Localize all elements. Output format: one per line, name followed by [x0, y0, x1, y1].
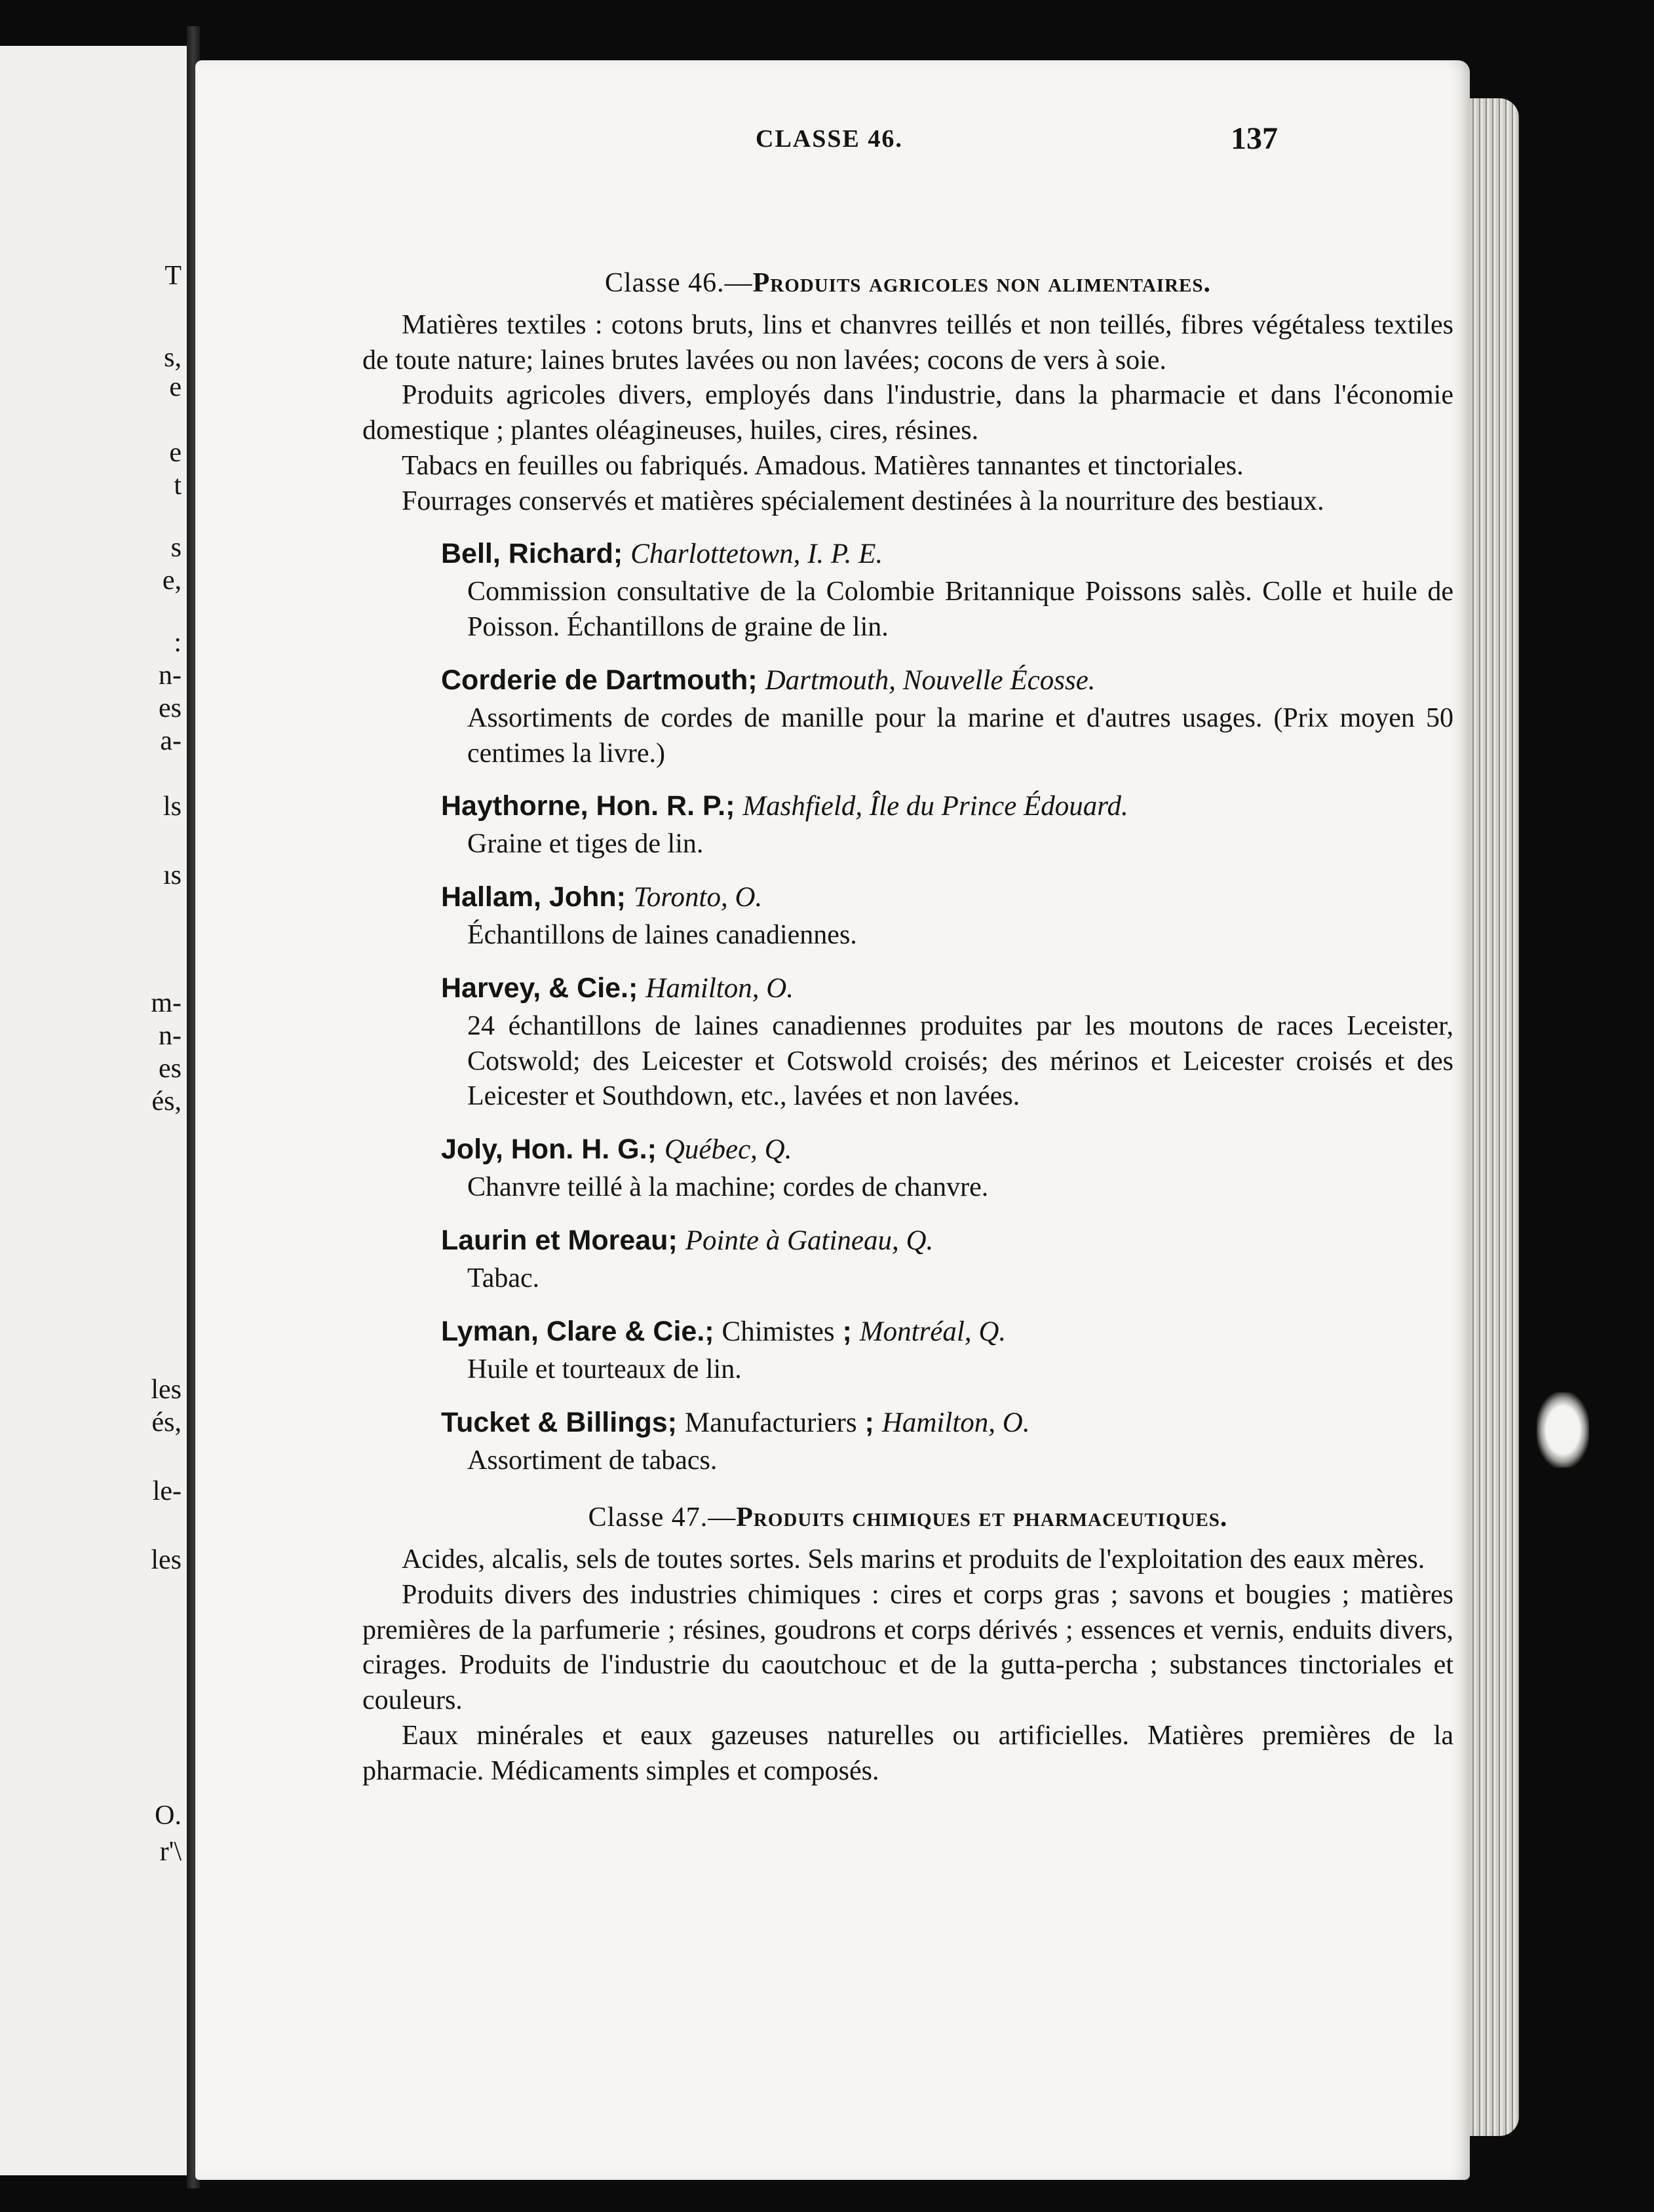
exhibitor-description: 24 échantillons de laines canadiennes produites par les moutons de races Leceister, Cotswold; des Leicester et Cotswold croisés; des mérinos et Leicester croisés et des Leicester et Southdown, etc., lavées et non lavées. — [467, 1010, 1453, 1112]
margin-fragment: és, — [151, 1407, 182, 1438]
exhibitor-name: Bell, Richard — [441, 538, 613, 570]
exhibitor-entry — [441, 1314, 1453, 1388]
class-46-title: Produits agricoles non alimentaires. — [752, 268, 1211, 298]
margin-fragment: a- — [160, 726, 182, 756]
exhibitor-place: Montréal, Q. — [859, 1316, 1007, 1347]
exhibitor-entry — [441, 788, 1453, 862]
exhibitor-place: Hamilton, O. — [645, 972, 794, 1004]
margin-fragment: e, — [162, 565, 182, 596]
exhibitor-description: Échantillons de laines canadiennes. — [467, 920, 857, 951]
margin-fragment: n- — [159, 1021, 182, 1051]
exhibitor-line: Joly, Hon. H. G.; Québec, Q. — [441, 1134, 792, 1166]
exhibitor-line: Hallam, John; Toronto, O. — [441, 881, 763, 913]
margin-fragment: les — [151, 1545, 182, 1575]
exhibitor-place: Charlottetown, I. P. E. — [630, 539, 883, 570]
page-number: 137 — [1231, 121, 1278, 156]
class-47-paragraph: Eaux minérales et eaux gazeuses naturelles ou artificielles. Matières premières de la pharmacie. Médicaments simples et composés. — [362, 1720, 1453, 1786]
class-47-title: Produits chimiques et pharmaceutiques. — [736, 1502, 1228, 1533]
exhibitor-description: Tabac. — [467, 1263, 540, 1293]
exhibitor-entry — [441, 536, 1453, 645]
exhibitor-place: Hamilton, O. — [881, 1407, 1030, 1438]
exhibitor-entry — [441, 879, 1453, 953]
margin-fragment: r'\ — [159, 1837, 182, 1867]
margin-fragment: es — [159, 693, 182, 723]
class-47-paragraph: Produits divers des industries chimiques : cires et corps gras ; savons et bougies ; matières premières de la parfumerie ; résines, goudrons et corps dérivés ; essences et vernis, enduits divers, cirages. Produits de l'industrie du caoutchouc et de la gutta-percha ; substances tinctoriales et couleurs. — [362, 1579, 1453, 1716]
margin-fragment: ıs — [163, 860, 182, 890]
exhibitor-entry — [441, 970, 1453, 1115]
margin-fragment: e — [169, 438, 182, 468]
margin-fragment: m- — [151, 988, 182, 1018]
exhibitor-entry — [441, 662, 1453, 772]
exhibitor-line: Haythorne, Hon. R. P.; Mashfield, Île du Prince Édouard. — [441, 790, 1128, 822]
margin-fragment: T — [164, 261, 182, 291]
paper-blemish — [1537, 1392, 1589, 1468]
margin-fragment: és, — [151, 1086, 182, 1116]
exhibitor-description: Assortiments de cordes de manille pour la marine et d'autres usages. (Prix moyen 50 centimes la livre.) — [467, 702, 1453, 769]
class-47-paragraph: Acides, alcalis, sels de toutes sortes. Sels marins et produits de l'exploitation des eaux mères. — [402, 1544, 1425, 1575]
margin-fragment: les — [151, 1375, 182, 1405]
class-46-label: Classe 46.— — [604, 268, 753, 298]
left-page-fragment — [0, 46, 191, 2175]
margin-fragment: n- — [159, 660, 182, 691]
exhibitor-description: Chanvre teillé à la machine; cordes de chanvre. — [467, 1172, 989, 1203]
exhibitor-role: Chimistes — [721, 1316, 835, 1347]
exhibitor-role: Manufacturiers — [684, 1407, 857, 1438]
class-46-paragraph: Tabacs en feuilles ou fabriqués. Amadous. Matières tannantes et tinctoriales. — [402, 450, 1244, 481]
exhibitor-entry — [441, 1132, 1453, 1206]
exhibitor-entry — [441, 1223, 1453, 1297]
class-46-heading — [362, 266, 1453, 301]
exhibitor-line: Tucket & Billings; Manufacturiers ; Hamilton, O. — [441, 1406, 1030, 1438]
running-head: CLASSE 46. — [756, 125, 903, 153]
exhibitor-line: Laurin et Moreau; Pointe à Gatineau, Q. — [441, 1224, 934, 1256]
exhibitor-name: Tucket & Billings — [441, 1406, 668, 1438]
exhibitor-place: Pointe à Gatineau, Q. — [685, 1225, 934, 1256]
exhibitor-name: Joly, Hon. H. G. — [441, 1134, 647, 1166]
exhibitor-place: Québec, Q. — [664, 1134, 792, 1166]
exhibitor-name: Lyman, Clare & Cie. — [441, 1315, 705, 1347]
exhibitor-entry — [441, 1405, 1453, 1479]
margin-fragment: O. — [155, 1801, 182, 1831]
book-page — [195, 60, 1470, 2180]
margin-fragment: : — [174, 628, 182, 658]
page-edge — [1470, 98, 1519, 2136]
exhibitor-line: Bell, Richard; Charlottetown, I. P. E. — [441, 538, 883, 570]
exhibitor-name: Harvey, & Cie. — [441, 972, 629, 1004]
margin-fragment: s, — [164, 343, 182, 373]
exhibitor-line: Harvey, & Cie.; Hamilton, O. — [441, 972, 794, 1004]
class-47-label: Classe 47.— — [588, 1502, 737, 1533]
exhibitor-description: Huile et tourteaux de lin. — [467, 1354, 742, 1384]
exhibitor-place: Toronto, O. — [633, 882, 763, 913]
class-46-paragraph: Fourrages conservés et matières spécialement destinées à la nourriture des bestiaux. — [402, 486, 1324, 516]
margin-fragment: t — [174, 470, 182, 501]
exhibitor-place: Mashfield, Île du Prince Édouard. — [742, 791, 1128, 822]
margin-fragment: s — [170, 533, 182, 563]
exhibitor-line: Corderie de Dartmouth; Dartmouth, Nouvelle Écosse. — [441, 664, 1096, 696]
exhibitor-description: Graine et tiges de lin. — [467, 829, 704, 860]
margin-fragment: ls — [163, 791, 182, 822]
margin-fragment: le- — [152, 1476, 182, 1506]
page-content — [362, 250, 1453, 1789]
exhibitor-line: Lyman, Clare & Cie.; Chimistes ; Montréal, Q. — [441, 1315, 1007, 1347]
exhibitor-name: Hallam, John — [441, 881, 617, 913]
exhibitor-place: Dartmouth, Nouvelle Écosse. — [765, 664, 1096, 696]
class-47-heading — [362, 1500, 1453, 1536]
exhibitor-description: Commission consultative de la Colombie Britannique Poissons salès. Colle et huile de Poisson. Échantillons de graine de lin. — [467, 577, 1453, 643]
class-46-paragraph: Produits agricoles divers, employés dans l'industrie, dans la pharmacie et dans l'économie domestique ; plantes oléagineuses, huiles, cires, résines. — [362, 380, 1453, 446]
exhibitor-name: Corderie de Dartmouth — [441, 664, 748, 696]
class-46-paragraph: Matières textiles : cotons bruts, lins et chanvres teillés et non teillés, fibres végétaless textiles de toute nature; laines brutes lavées ou non lavées; cocons de vers à soie. — [362, 309, 1453, 375]
exhibitor-name: Laurin et Moreau — [441, 1224, 668, 1256]
exhibitor-description: Assortiment de tabacs. — [467, 1445, 718, 1476]
exhibitor-name: Haythorne, Hon. R. P. — [441, 790, 726, 822]
margin-fragment: e — [169, 372, 182, 402]
margin-fragment: es — [159, 1054, 182, 1084]
